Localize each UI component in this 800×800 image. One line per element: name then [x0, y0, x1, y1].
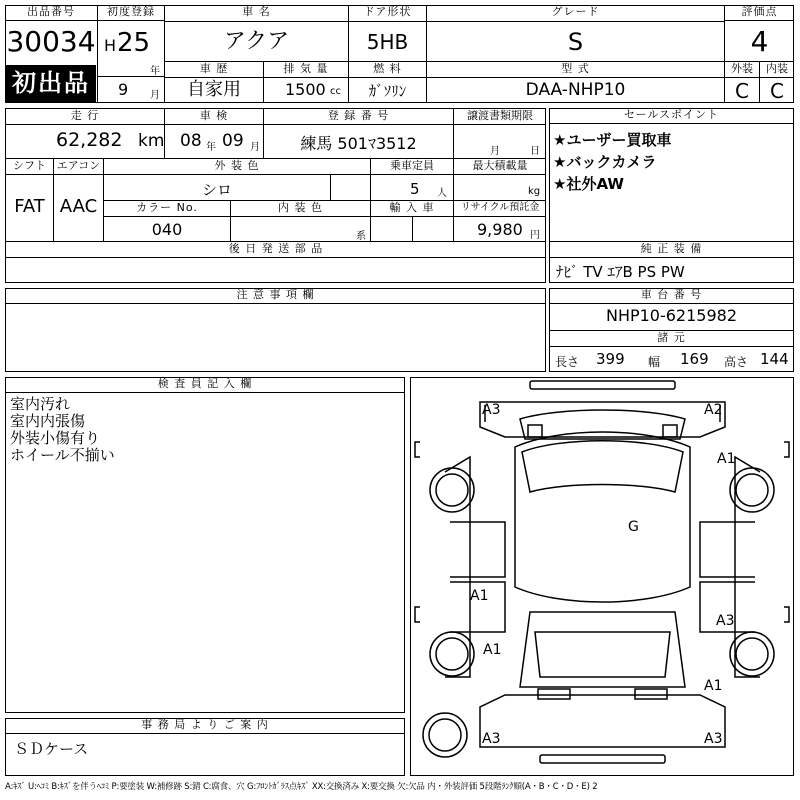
first-reg-label: 初度登録 [98, 5, 164, 21]
length-label: 長さ [555, 355, 580, 369]
lot-number: 30034 [6, 25, 96, 58]
inspector-notes [10, 396, 400, 464]
grade-label: グレード [551, 5, 600, 18]
max-load-label: 最大積載量 [472, 159, 528, 172]
length: 399 [596, 350, 625, 368]
recycle-label: リサイクル預託金 [460, 202, 540, 213]
chassis-label: 車 台 番 号 [549, 288, 794, 304]
inspection-label: 車 検 [199, 109, 229, 122]
model: DAA-NHP10 [525, 80, 626, 100]
interior-score: C [770, 79, 784, 103]
exterior-score: C [735, 79, 749, 103]
transfer-day-unit: 日 [530, 146, 540, 157]
reg-number-label: 登 録 番 号 [327, 109, 390, 122]
lot-number-label: 出品番号 [5, 5, 97, 21]
displacement: 1500 [285, 80, 326, 99]
reg-year: 25 [117, 28, 151, 58]
inspection-month-unit: 月 [250, 142, 260, 153]
capacity-unit: 人 [437, 188, 447, 199]
history: 自家用 [187, 79, 241, 100]
score: 4 [750, 25, 769, 58]
capacity: 5 [410, 180, 420, 198]
shift: FAT [14, 196, 45, 217]
height: 144 [760, 350, 789, 368]
ext-color: シロ [201, 181, 232, 199]
legend: A:ｷｽﾞ U:ﾍｺﾐ B:ｷｽﾞを伴うﾍｺﾐ P:要塗装 W:補修跡 S:錆 C:腐食、穴 G:ﾌﾛﾝﾄｶﾞﾗｽ点ｷｽﾞ XX:交換済み X:要交換 欠:欠品 内・外装評価 5段階ﾗﾝｸ順(A・B・C・D・E) 2 [5, 782, 598, 792]
int-color-label: 内 装 色 [278, 201, 323, 214]
width: 169 [680, 350, 709, 368]
fuel-label: 燃 料 [373, 62, 402, 75]
shift-label: シフト [13, 159, 46, 172]
mileage-label: 走 行 [70, 109, 100, 122]
sales-point-1: ★ユーザー買取車 [553, 131, 672, 149]
max-load-unit: kg [528, 186, 541, 197]
era: H [104, 36, 117, 55]
transfer-month-unit: 月 [490, 146, 500, 157]
inspector-line-2: 室内内張傷 [10, 412, 86, 430]
color-no-label: カラー No. [136, 201, 198, 214]
ext-color-label: 外 装 色 [214, 159, 260, 172]
capacity-label: 乗車定員 [390, 159, 434, 172]
inspection-month: 09 [222, 131, 244, 151]
mark-front-left: A3 [482, 402, 501, 418]
car-name-label: 車 名 [242, 5, 271, 18]
dims-label: 諸 元 [657, 331, 686, 344]
office-note: ＳＤケース [14, 740, 89, 758]
inspector-line-1: 室内汚れ [10, 396, 71, 413]
transfer-label: 譲渡書類期限 [467, 109, 533, 122]
ac: AAC [59, 196, 98, 217]
car-name: アクア [223, 29, 290, 54]
width-label: 幅 [648, 355, 661, 369]
int-color-unit: 系 [356, 231, 366, 242]
door-type: 5HB [366, 30, 409, 54]
reg-year-unit: 年 [150, 66, 160, 77]
reg-number: 練馬 501ﾏ3512 [300, 134, 417, 153]
displacement-unit: cc [330, 86, 341, 97]
ac-label: エアコン [56, 159, 101, 172]
mileage: 62,282 [56, 129, 123, 151]
mark-front-right: A2 [704, 402, 723, 418]
sales-point-2: ★バックカメラ [553, 153, 657, 171]
model-label: 型 式 [561, 62, 590, 75]
mark-glass: G [628, 519, 639, 535]
mark-right-rear-door: A3 [716, 613, 735, 629]
car-diagram [410, 377, 794, 776]
first-listing-badge: 初出品 [6, 65, 96, 102]
color-no: 040 [151, 220, 183, 239]
score-label: 評価点 [725, 5, 794, 21]
equipment: ﾅﾋﾞ TV ｴｱB PS PW [556, 263, 685, 281]
height-label: 高さ [724, 355, 749, 369]
sales-points-label: セールスポイント [549, 108, 794, 124]
mark-rear-left: A3 [482, 731, 501, 747]
recycle-unit: 円 [530, 230, 540, 241]
notes-label: 注 意 事 項 欄 [5, 288, 546, 304]
inspector-label: 検 査 員 記 入 欄 [5, 377, 405, 393]
mileage-unit: km [138, 131, 165, 151]
mark-right-rear-fender: A1 [704, 678, 723, 694]
inspection-year-unit: 年 [206, 142, 216, 153]
recycle-fee: 9,980 [477, 220, 523, 239]
later-parts-label: 後 日 発 送 部 品 [228, 242, 324, 255]
mark-left-rear-fender: A1 [483, 642, 502, 658]
history-label: 車 歴 [199, 62, 229, 75]
inspector-line-3: 外装小傷有り [10, 429, 101, 447]
mark-rear-right: A3 [704, 731, 723, 747]
reg-month-unit: 月 [150, 90, 160, 101]
exterior-label: 外装 [731, 62, 753, 75]
inspection-year: 08 [180, 131, 202, 151]
interior-label: 内装 [766, 62, 788, 75]
sales-point-3: ★社外AW [553, 175, 624, 193]
grade: S [567, 28, 584, 56]
inspector-line-4: ホイール不揃い [10, 446, 115, 464]
import-label: 輸 入 車 [389, 201, 435, 214]
mark-left-front-door: A1 [470, 588, 489, 604]
reg-month: 9 [118, 80, 129, 99]
chassis-number: NHP10-6215982 [605, 306, 738, 325]
mark-right-front-fender: A1 [717, 451, 736, 467]
equipment-label: 純 正 装 備 [640, 242, 703, 255]
displacement-label: 排 気 量 [283, 62, 329, 75]
fuel: ｶﾞｿﾘﾝ [368, 82, 407, 100]
door-label: ドア形状 [363, 5, 412, 18]
office-label: 事 務 局 よ り ご 案 内 [5, 718, 405, 734]
